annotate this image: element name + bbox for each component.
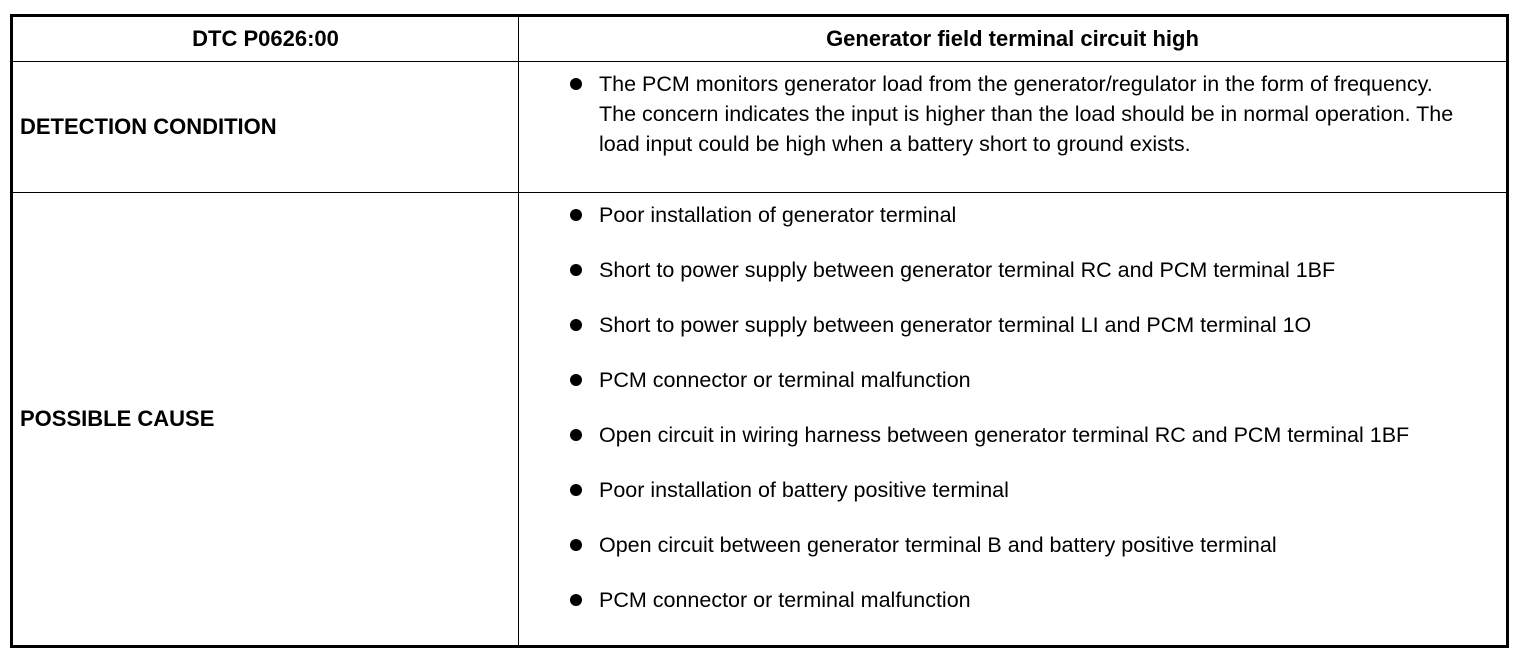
bullet-icon [570, 539, 582, 551]
list-item-text: Poor installation of generator terminal [599, 203, 957, 227]
bullet-icon [570, 429, 582, 441]
detection-label: DETECTION CONDITION [12, 62, 519, 193]
cause-label: POSSIBLE CAUSE [12, 193, 519, 647]
bullet-icon [570, 209, 582, 221]
list-item [519, 475, 1506, 505]
list-item-text: Short to power supply between generator terminal RC and PCM terminal 1BF [599, 258, 1336, 282]
list-item-text: Open circuit in wiring harness between generator terminal RC and PCM terminal 1BF [599, 423, 1410, 447]
bullet-icon [570, 78, 582, 90]
list-item-text: Short to power supply between generator terminal LI and PCM terminal 1O [599, 313, 1312, 337]
list-item [519, 69, 1506, 159]
list-item [519, 255, 1506, 285]
list-item [519, 200, 1506, 230]
bullet-icon [570, 374, 582, 386]
list-item [519, 585, 1506, 615]
detection-row [12, 62, 1508, 193]
list-item-text: Open circuit between generator terminal B and battery positive terminal [599, 533, 1277, 557]
list-item-text: Poor installation of battery positive terminal [599, 478, 1009, 502]
list-item [519, 420, 1506, 450]
list-item [519, 365, 1506, 395]
header-row [12, 16, 1508, 62]
list-item [519, 310, 1506, 340]
bullet-icon [570, 484, 582, 496]
dtc-table [10, 14, 1509, 648]
bullet-icon [570, 264, 582, 276]
dtc-title: Generator field terminal circuit high [519, 16, 1508, 62]
cause-content [519, 193, 1508, 647]
list-item-text: The PCM monitors generator load from the generator/regulator in the form of frequency. The concern indicates the input is higher than the load should be in normal operation. The load input could be high when a battery short to ground exists. [599, 72, 1454, 156]
bullet-icon [570, 319, 582, 331]
cause-row [12, 193, 1508, 647]
list-item-text: PCM connector or terminal malfunction [599, 588, 971, 612]
cause-list [519, 193, 1506, 615]
detection-content [519, 62, 1508, 193]
list-item-text: PCM connector or terminal malfunction [599, 368, 971, 392]
bullet-icon [570, 594, 582, 606]
dtc-code: DTC P0626:00 [12, 16, 519, 62]
list-item [519, 530, 1506, 560]
detection-list [519, 62, 1506, 159]
